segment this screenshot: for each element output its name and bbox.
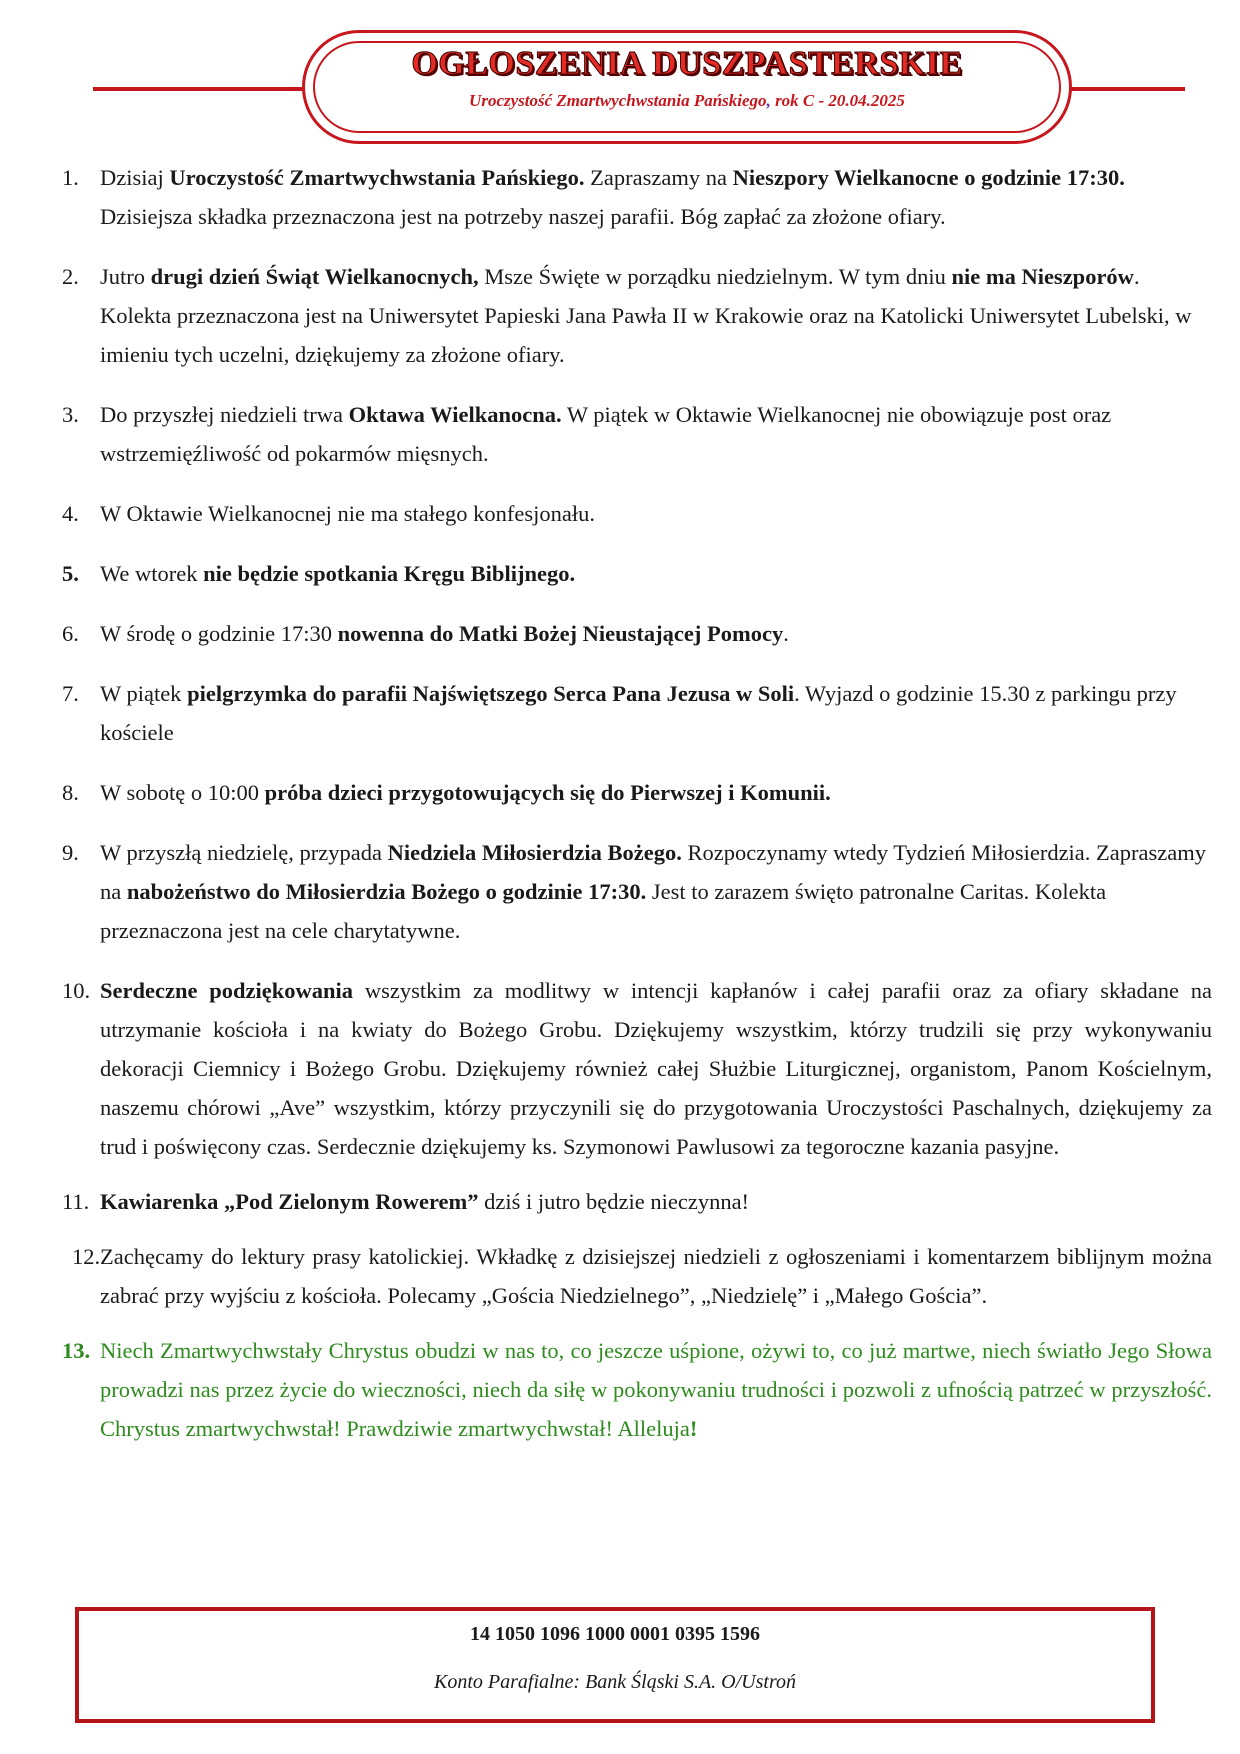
item-number: 13.	[62, 1338, 91, 1363]
item-text-bold: próba dzieci przygotowujących się do Pierwszej i Komunii.	[264, 780, 831, 805]
announcement-item	[62, 773, 1212, 812]
item-number: 12.	[72, 1244, 101, 1269]
announcement-item	[62, 614, 1212, 653]
item-text-bold: pielgrzymka do parafii Najświętszego Serca Pana Jezusa w Soli	[187, 681, 795, 706]
item-text-run: W przyszłą niedzielę, przypada	[100, 840, 388, 865]
item-text	[100, 1237, 1212, 1315]
bank-name: Konto Parafialne: Bank Śląski S.A. O/Ustroń	[433, 1671, 796, 1693]
page-title: OGŁOSZENIA DUSZPASTERSKIE	[411, 45, 963, 82]
item-text-bold: drugi dzień Świąt Wielkanocnych,	[150, 264, 479, 289]
item-text-bold: !	[689, 1416, 698, 1441]
item-number: 1.	[62, 165, 79, 190]
item-text-run: W piątek w Oktawie Wielkanocnej nie obowiązuje post oraz wstrzemięźliwość od pokarmów mięsnych.	[100, 402, 1112, 466]
item-text-run: Dzisiejsza składka przeznaczona jest na potrzeby naszej parafii. Bóg zapłać za złożone ofiary.	[100, 204, 946, 229]
announcements-list	[62, 158, 1212, 1448]
item-text-run: W piątek	[100, 681, 188, 706]
item-text-run: Do przyszłej niedzieli trwa	[100, 402, 349, 427]
item-number: 5.	[62, 561, 79, 586]
item-text-bold: nowenna do Matki Bożej Nieustającej Pomocy	[337, 621, 784, 646]
footer-account-box	[75, 1607, 1155, 1723]
item-text-run: . Kolekta przeznaczona jest na Uniwersytet Papieski Jana Pawła II w Krakowie oraz na Katolicki Uniwersytet Lubelski, w imieniu tych uczelni, dziękujemy za złożone ofiary.	[100, 264, 1192, 367]
item-text-run: dziś i jutro będzie nieczynna!	[478, 1189, 750, 1214]
item-text	[100, 833, 1212, 950]
item-text	[100, 773, 1212, 812]
item-text	[100, 395, 1212, 473]
announcement-item	[62, 971, 1212, 1166]
subtitle-comma: ,	[766, 91, 771, 110]
item-number: 2.	[62, 264, 79, 289]
item-text	[100, 674, 1212, 752]
announcement-item	[62, 494, 1212, 533]
item-number: 9.	[62, 840, 79, 865]
item-text-run: Msze Święte w porządku niedzielnym. W tym dniu	[478, 264, 952, 289]
item-number: 6.	[62, 621, 79, 646]
item-number: 10.	[62, 978, 91, 1003]
announcement-item	[62, 158, 1212, 236]
announcement-item	[62, 257, 1212, 374]
item-text	[100, 257, 1212, 374]
announcement-item	[62, 395, 1212, 473]
item-text-bold: Oktawa Wielkanocna.	[348, 402, 562, 427]
item-text-run: Zapraszamy na	[584, 165, 733, 190]
item-number: 7.	[62, 681, 79, 706]
item-text-run: Zachęcamy do lektury prasy katolickiej. Wkładkę z dzisiejszej niedzieli z ogłoszeniami i komentarzem biblijnym można zabrać przy wyjściu z kościoła. Polecamy „Gościa Niedzielnego”, „Niedzielę” i „Małego Gościa”.	[100, 1244, 1212, 1308]
item-text-run: Jest to zarazem święto patronalne Caritas. Kolekta przeznaczona jest na cele charytatywne.	[100, 879, 1107, 943]
item-text	[100, 1331, 1212, 1448]
subtitle-date: rok C - 20.04.2025	[770, 91, 905, 110]
announcement-item	[62, 554, 1212, 593]
item-text	[100, 158, 1212, 236]
announcement-item	[62, 1237, 1212, 1315]
item-text-bold: Niedziela Miłosierdzia Bożego.	[387, 840, 682, 865]
item-text-run: wszystkim za modlitwy w intencji kapłanów i całej parafii oraz za ofiary składane na utrzymanie kościoła i na kwiaty do Bożego Grobu. Dziękujemy wszystkim, którzy trudzili się przy wykonywaniu dekoracji Ciemnicy i Bożego Grobu. Dziękujemy również całej Służbie Liturgicznej, organistom, Panom Kościelnym, naszemu chórowi „Ave” wszystkim, którzy przyczynili się do przygotowania Uroczystości Paschalnych, dziękujemy za trud i poświęcony czas. Serdecznie dziękujemy ks. Szymonowi Pawlusowi za tegoroczne kazania pasyjne.	[100, 978, 1212, 1159]
item-text-run: .	[783, 621, 789, 646]
item-text-bold: Serdeczne podziękowania	[100, 978, 354, 1003]
item-text-bold: Nieszpory Wielkanocne o godzinie 17:30.	[732, 165, 1125, 190]
item-text-bold: nie ma Nieszporów	[951, 264, 1134, 289]
item-text-run: Jutro	[100, 264, 151, 289]
item-text-run: Dzisiaj	[100, 165, 170, 190]
item-text-bold: Kawiarenka „Pod Zielonym Rowerem”	[100, 1189, 479, 1214]
bank-account-number: 14 1050 1096 1000 0001 0395 1596	[470, 1623, 760, 1645]
item-number: 11.	[62, 1189, 90, 1214]
item-text-bold: nie będzie spotkania Kręgu Biblijnego.	[203, 561, 576, 586]
header-banner	[302, 30, 1072, 144]
item-text-run: W sobotę o 10:00	[100, 780, 265, 805]
item-text-run: W środę o godzinie 17:30	[100, 621, 338, 646]
item-text-bold: Uroczystość Zmartwychwstania Pańskiego.	[169, 165, 585, 190]
item-text-run: Niech Zmartwychwstały Chrystus obudzi w nas to, co jeszcze uśpione, ożywi to, co już martwe, niech światło Jego Słowa prowadzi nas przez życie do wieczności, niech da siłę w pokonywaniu trudności i pozwoli z ufnością patrzeć w przyszłość. Chrystus zmartwychwstał! Prawdziwie zmartwychwstał! Alleluja	[100, 1338, 1212, 1441]
item-text-run: W Oktawie Wielkanocnej nie ma stałego konfesjonału.	[100, 501, 595, 526]
announcement-item	[62, 1331, 1212, 1448]
announcement-item	[62, 674, 1212, 752]
item-number: 8.	[62, 780, 79, 805]
item-text	[100, 494, 1212, 533]
item-text	[100, 971, 1212, 1166]
page-subtitle	[305, 91, 1069, 111]
subtitle-feast: Uroczystość Zmartwychwstania Pańskiego	[469, 91, 767, 110]
item-text-run: We wtorek	[100, 561, 204, 586]
item-text-bold: nabożeństwo do Miłosierdzia Bożego o godzinie 17:30.	[126, 879, 647, 904]
announcement-item	[62, 1182, 1212, 1221]
item-text-run: . Wyjazd o godzinie 15.30 z parkingu przy kościele	[100, 681, 1177, 745]
announcement-item	[62, 833, 1212, 950]
item-text	[100, 1182, 1212, 1221]
item-number: 4.	[62, 501, 79, 526]
item-number: 3.	[62, 402, 79, 427]
item-text-run: Rozpoczynamy wtedy Tydzień Miłosierdzia. Zapraszamy na	[100, 840, 1206, 904]
item-text	[100, 554, 1212, 593]
item-text	[100, 614, 1212, 653]
